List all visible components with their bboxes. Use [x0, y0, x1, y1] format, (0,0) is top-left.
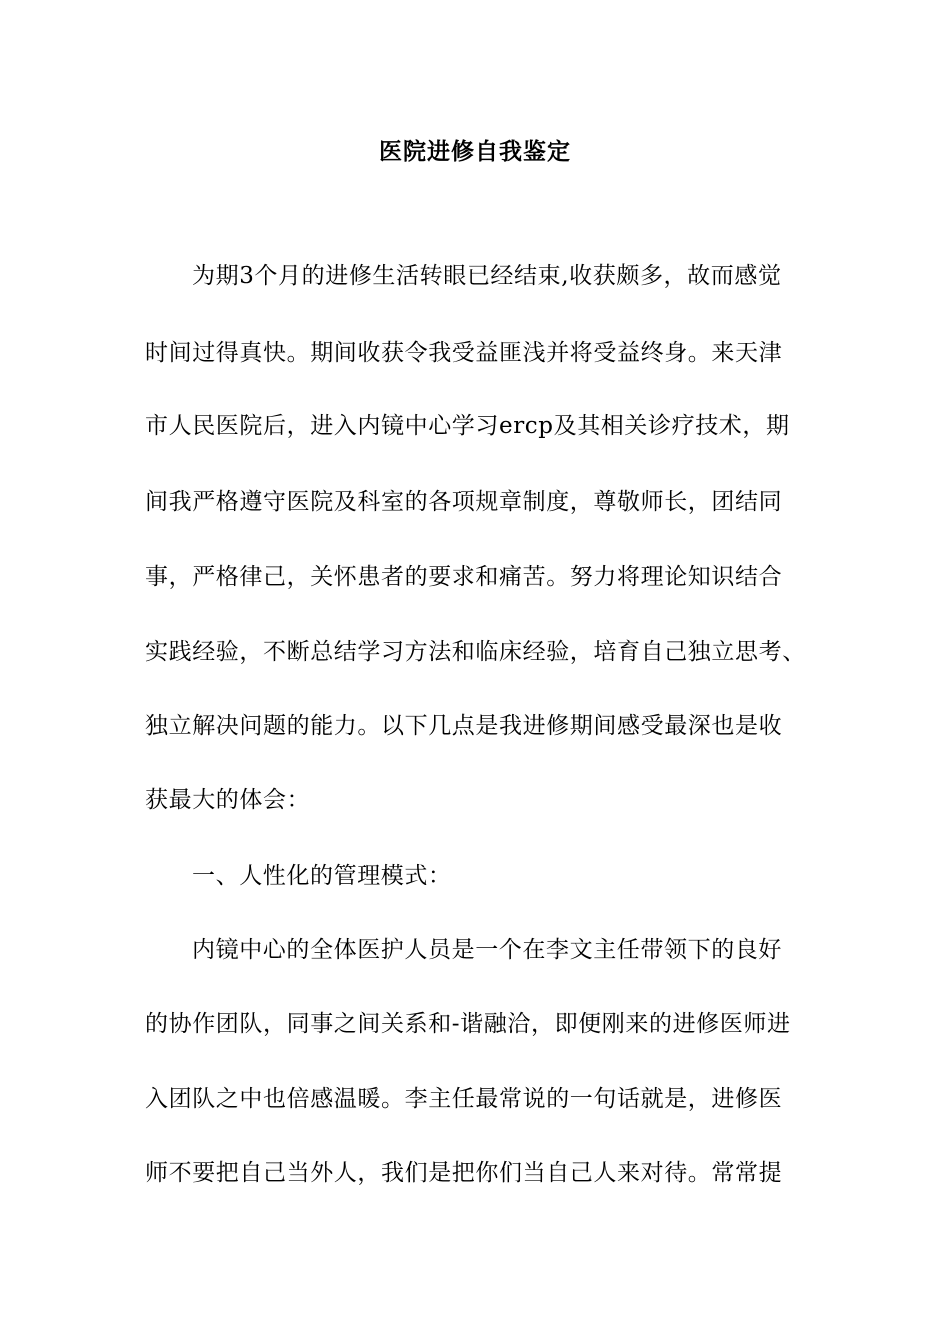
paragraph-line: 师不要把自己当外人，我们是把你们当自己人来对待。常常提 [145, 1160, 783, 1186]
paragraph-line: 入团队之中也倍感温暖。李主任最常说的一句话就是，进修医 [145, 1086, 783, 1112]
paragraph-line: 获最大的体会： [145, 787, 311, 813]
paragraph-line: 事，严格律己，关怀患者的要求和痛苦。努力将理论知识结合 [145, 564, 783, 590]
paragraph-line: 间我严格遵守医院及科室的各项规章制度，尊敬师长，团结同 [145, 489, 783, 515]
paragraph-line: 市人民医院后，进入内镜中心学习ercp及其相关诊疗技术，期 [145, 413, 790, 439]
paragraph-line: 独立解决问题的能力。以下几点是我进修期间感受最深也是收 [145, 713, 783, 739]
paragraph-line: 为期3个月的进修生活转眼已经结束,收获颇多，故而感觉 [192, 263, 782, 289]
paragraph-line: 实践经验，不断总结学习方法和临床经验，培育自己独立思考、 [145, 639, 806, 665]
paragraph-line: 的协作团队，同事之间关系和-谐融洽，即便刚来的进修医师进 [145, 1011, 791, 1037]
paragraph-line: 时间过得真快。期间收获令我受益匪浅并将受益终身。来天津 [145, 340, 783, 366]
paragraph-line: 内镜中心的全体医护人员是一个在李文主任带领下的良好 [192, 937, 782, 963]
section-heading: 一、人性化的管理模式： [192, 863, 452, 889]
document-title: 医院进修自我鉴定 [379, 138, 571, 165]
